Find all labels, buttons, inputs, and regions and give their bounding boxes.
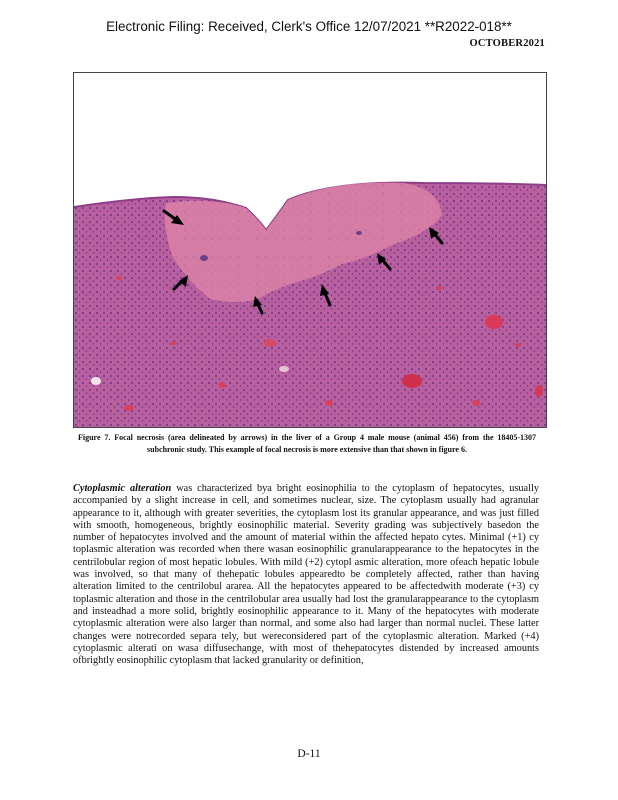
figure-caption: Figure 7. Focal necrosis (area delineated by arrows) in the liver of a Group 4 male mouse (animal 456) from the 18405-1307 subchronic study. This example of focal necrosis is more extensive than that shown in figure 6. — [78, 433, 536, 454]
document-date: OCTOBER2021 — [469, 38, 545, 49]
body-paragraph — [73, 483, 539, 667]
paragraph-text: was characterized bya bright eosinophilia to the cytoplasm of hepatocytes, usually accompanied by a slight increase in cell, and sometimes nuclear, size. The cytoplasm usually had agranular appearance to it, although with greater severities, the cytoplasm lost its granular appearance, and was just filled with smooth, homogeneous, brightly eosinophilic material. Severity grading was subjectively basedon the number of hepatocytes involved and the amount of material within the affected hepato cytes. Minimal (+1) cy toplasmic alteration was recorded when there wasan eosinophilic granularappearance to the hepatocytes in the centrilobular region of most hepatic lobules. With mild (+2) cytopl asmic alteration, more ofeach hepatic lobule was involved, so that many of thehepatic lobules appearedto be completely affected, rather than having alteration limited to the centrilobul ararea. All the hepatocytes appeared to be affectedwith moderate (+3) cy toplasmic alteration and those in the centrilobular area usually had lost the granularappearance to the cytoplasm and insteadhad a more solid, brightly eosinophilic appearance to it. Many of the hepatocytes with moderate cytoplasmic alteration were also larger than normal, and some also had larger than normal nuclei. These latter changes were notrecorded separa tely, but wereconsidered part of the cytoplasmic alteration. Marked (+4) cytoplasmic alterati on wasa diffusechange, with most of thehepatocytes distended by increased amounts ofbrightly eosinophilic cytoplasm that lacked granularity or definition, — [73, 483, 539, 667]
histology-micrograph — [73, 72, 547, 428]
filing-stamp-header: Electronic Filing: Received, Clerk's Office 12/07/2021 **R2022-018** — [106, 19, 512, 34]
defined-term: Cytoplasmic alteration — [73, 483, 172, 494]
page-number: D-11 — [297, 748, 321, 760]
